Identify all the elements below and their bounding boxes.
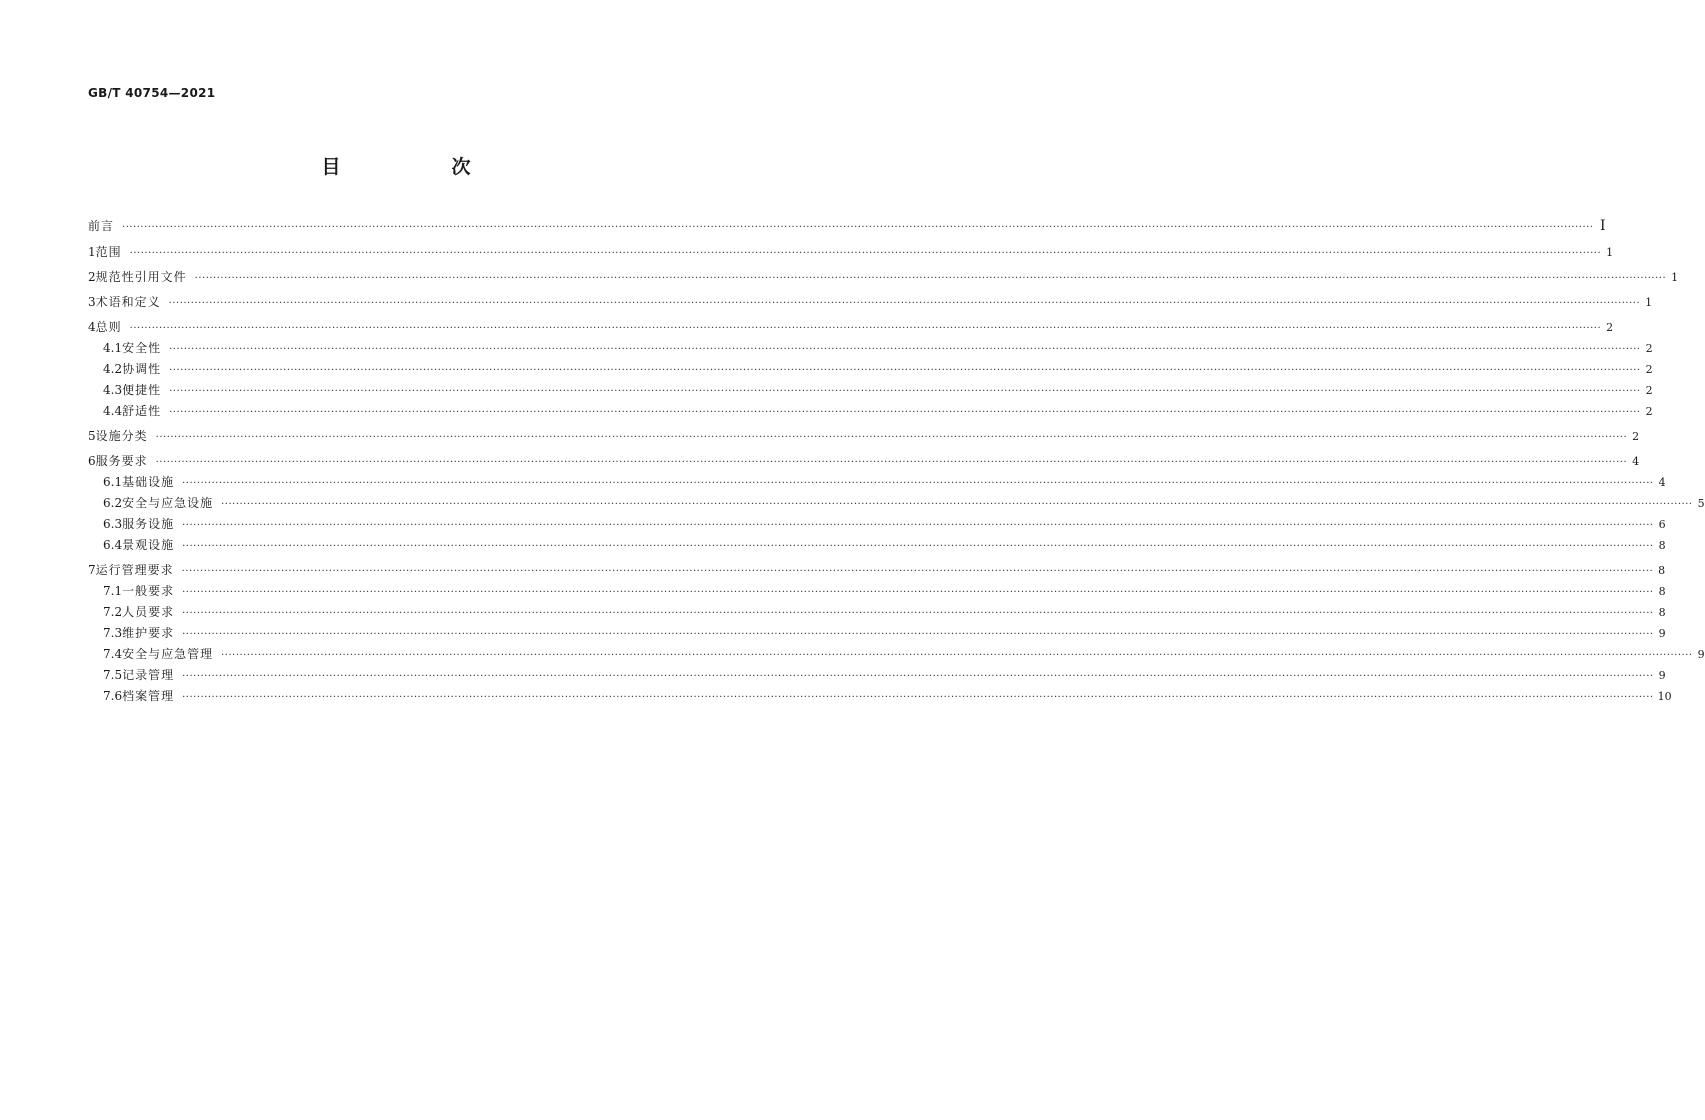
toc-entry-page: 2	[1645, 384, 1653, 397]
toc-dot-leader: ················································································································································································································································································································································································································	[169, 344, 1641, 355]
toc-entry[interactable]	[88, 292, 1653, 313]
toc-entry-number: 7.3	[103, 626, 123, 640]
toc-entry[interactable]	[88, 623, 1666, 644]
toc-entry-page: 9	[1697, 648, 1705, 661]
toc-entry[interactable]	[88, 514, 1666, 535]
toc-entry-page: 1	[1645, 296, 1653, 309]
toc-entry[interactable]	[88, 380, 1653, 401]
toc-entry[interactable]	[88, 665, 1666, 686]
toc-entry-title: 前言	[88, 219, 115, 233]
toc-entry-number: 7.4	[103, 647, 123, 661]
toc-entry-page: 8	[1658, 564, 1666, 577]
toc-entry-page: 4	[1632, 455, 1640, 468]
toc-entry-title: 便捷性	[122, 383, 162, 397]
toc-entry-page: 8	[1658, 606, 1666, 619]
toc-entry-page: 2	[1645, 363, 1653, 376]
toc-dot-leader: ················································································································································································································································································································································································································	[169, 407, 1641, 418]
toc-entry-title: 范围	[95, 245, 122, 259]
toc-dot-leader: ················································································································································································································································································································································································································	[194, 273, 1667, 284]
toc-dot-leader: ················································································································································································································································································································································································································	[182, 692, 1654, 703]
toc-entry-number: 6.4	[103, 538, 123, 552]
toc-entry-title: 设施分类	[95, 429, 148, 443]
toc-entry-title: 档案管理	[122, 689, 175, 703]
toc-entry-page: 10	[1657, 690, 1672, 703]
toc-entry-title: 协调性	[122, 362, 162, 376]
toc-entry[interactable]	[88, 560, 1666, 581]
toc-entry-number: 7.2	[103, 605, 123, 619]
toc-entry-number: 6.1	[103, 475, 123, 489]
toc-entry[interactable]	[88, 426, 1640, 447]
table-of-contents	[88, 214, 1705, 707]
toc-dot-leader: ················································································································································································································································································································································································································	[182, 587, 1654, 598]
toc-entry[interactable]	[88, 214, 1606, 238]
toc-entry-title: 总则	[95, 320, 122, 334]
toc-entry[interactable]	[88, 472, 1666, 493]
toc-entry-title: 安全性	[122, 341, 162, 355]
toc-dot-leader: ················································································································································································································································································································································································································	[182, 478, 1654, 489]
toc-entry[interactable]	[88, 535, 1666, 556]
toc-dot-leader: ················································································································································································································································································································································································································	[221, 650, 1693, 661]
toc-entry-page: 1	[1606, 246, 1614, 259]
toc-entry[interactable]	[88, 338, 1653, 359]
toc-entry-page: 9	[1658, 627, 1666, 640]
toc-dot-leader: ················································································································································································································································································································································································································	[129, 248, 1602, 259]
toc-dot-leader: ················································································································································································································································································································································································································	[182, 629, 1654, 640]
toc-dot-leader: ················································································································································································································································································································································································································	[129, 323, 1602, 334]
toc-entry-title: 安全与应急设施	[122, 496, 214, 510]
toc-entry[interactable]	[88, 359, 1653, 380]
toc-entry-number: 6.2	[103, 496, 123, 510]
toc-dot-leader: ················································································································································································································································································································································································································	[182, 541, 1654, 552]
toc-entry[interactable]	[88, 267, 1679, 288]
toc-entry-title: 一般要求	[122, 584, 175, 598]
toc-entry-title: 景观设施	[122, 538, 175, 552]
toc-entry-page: 6	[1658, 518, 1666, 531]
toc-entry[interactable]	[88, 581, 1666, 602]
toc-entry[interactable]	[88, 644, 1705, 665]
toc-entry-title: 舒适性	[122, 404, 162, 418]
toc-entry-page: 9	[1658, 669, 1666, 682]
toc-entry-number: 4.1	[103, 341, 123, 355]
toc-entry-page: 2	[1645, 405, 1653, 418]
toc-entry-number: 7	[88, 563, 96, 577]
toc-entry-number: 3	[88, 295, 96, 309]
toc-entry-number: 6.3	[103, 517, 123, 531]
toc-entry-page: 2	[1645, 342, 1653, 355]
toc-entry-title: 维护要求	[122, 626, 175, 640]
toc-entry-title: 安全与应急管理	[122, 647, 214, 661]
toc-dot-leader: ················································································································································································································································································································································································································	[182, 608, 1654, 619]
toc-dot-leader: ················································································································································································································································································································································································································	[182, 671, 1654, 682]
toc-entry-page: 8	[1658, 585, 1666, 598]
toc-entry-number: 2	[88, 270, 96, 284]
toc-entry-title: 运行管理要求	[95, 563, 174, 577]
toc-entry[interactable]	[88, 451, 1640, 472]
toc-entry-number: 4.4	[103, 404, 123, 418]
toc-dot-leader: ················································································································································································································································································································································································································	[168, 298, 1641, 309]
toc-entry-page: 8	[1658, 539, 1666, 552]
toc-entry-title: 人员要求	[122, 605, 175, 619]
toc-entry-title: 规范性引用文件	[95, 270, 187, 284]
toc-dot-leader: ················································································································································································································································································································································································································	[221, 499, 1693, 510]
toc-entry-number: 7.6	[103, 689, 123, 703]
toc-dot-leader: ················································································································································································································································································································································································································	[169, 386, 1641, 397]
toc-entry-page: 4	[1658, 476, 1666, 489]
toc-entry-page: 2	[1632, 430, 1640, 443]
toc-entry-page: 1	[1671, 271, 1679, 284]
toc-dot-leader: ················································································································································································································································································································································································································	[155, 432, 1628, 443]
toc-entry-title: 记录管理	[122, 668, 175, 682]
toc-dot-leader: ················································································································································································································································································································································································································	[122, 222, 1594, 233]
toc-entry[interactable]	[88, 602, 1666, 623]
toc-entry-number: 5	[88, 429, 96, 443]
toc-entry-title: 基础设施	[122, 475, 175, 489]
toc-entry-title: 服务设施	[122, 517, 175, 531]
toc-entry-page: 5	[1697, 497, 1705, 510]
toc-entry-page: 2	[1606, 321, 1614, 334]
toc-entry-number: 4.2	[103, 362, 123, 376]
toc-dot-leader: ················································································································································································································································································································································································································	[181, 566, 1654, 577]
toc-title: 目 次	[321, 156, 517, 178]
toc-entry-title: 术语和定义	[95, 295, 161, 309]
toc-entry-title: 服务要求	[95, 454, 148, 468]
toc-entry-number: 7.5	[103, 668, 123, 682]
toc-dot-leader: ················································································································································································································································································································································································································	[169, 365, 1641, 376]
toc-entry[interactable]	[88, 401, 1653, 422]
toc-entry-number: 7.1	[103, 584, 123, 598]
toc-entry[interactable]	[88, 493, 1705, 514]
toc-entry-number: 6	[88, 454, 96, 468]
toc-entry-number: 1	[88, 245, 96, 259]
toc-entry[interactable]	[88, 317, 1614, 338]
toc-entry-number: 4.3	[103, 383, 123, 397]
toc-entry-number: 4	[88, 320, 96, 334]
toc-dot-leader: ················································································································································································································································································································································································································	[182, 520, 1654, 531]
toc-entry[interactable]	[88, 686, 1672, 707]
standard-code: GB/T 40754—2021	[88, 86, 216, 100]
toc-dot-leader: ················································································································································································································································································································································································································	[155, 457, 1628, 468]
toc-entry[interactable]	[88, 242, 1614, 263]
toc-entry-page: Ⅰ	[1599, 218, 1606, 234]
